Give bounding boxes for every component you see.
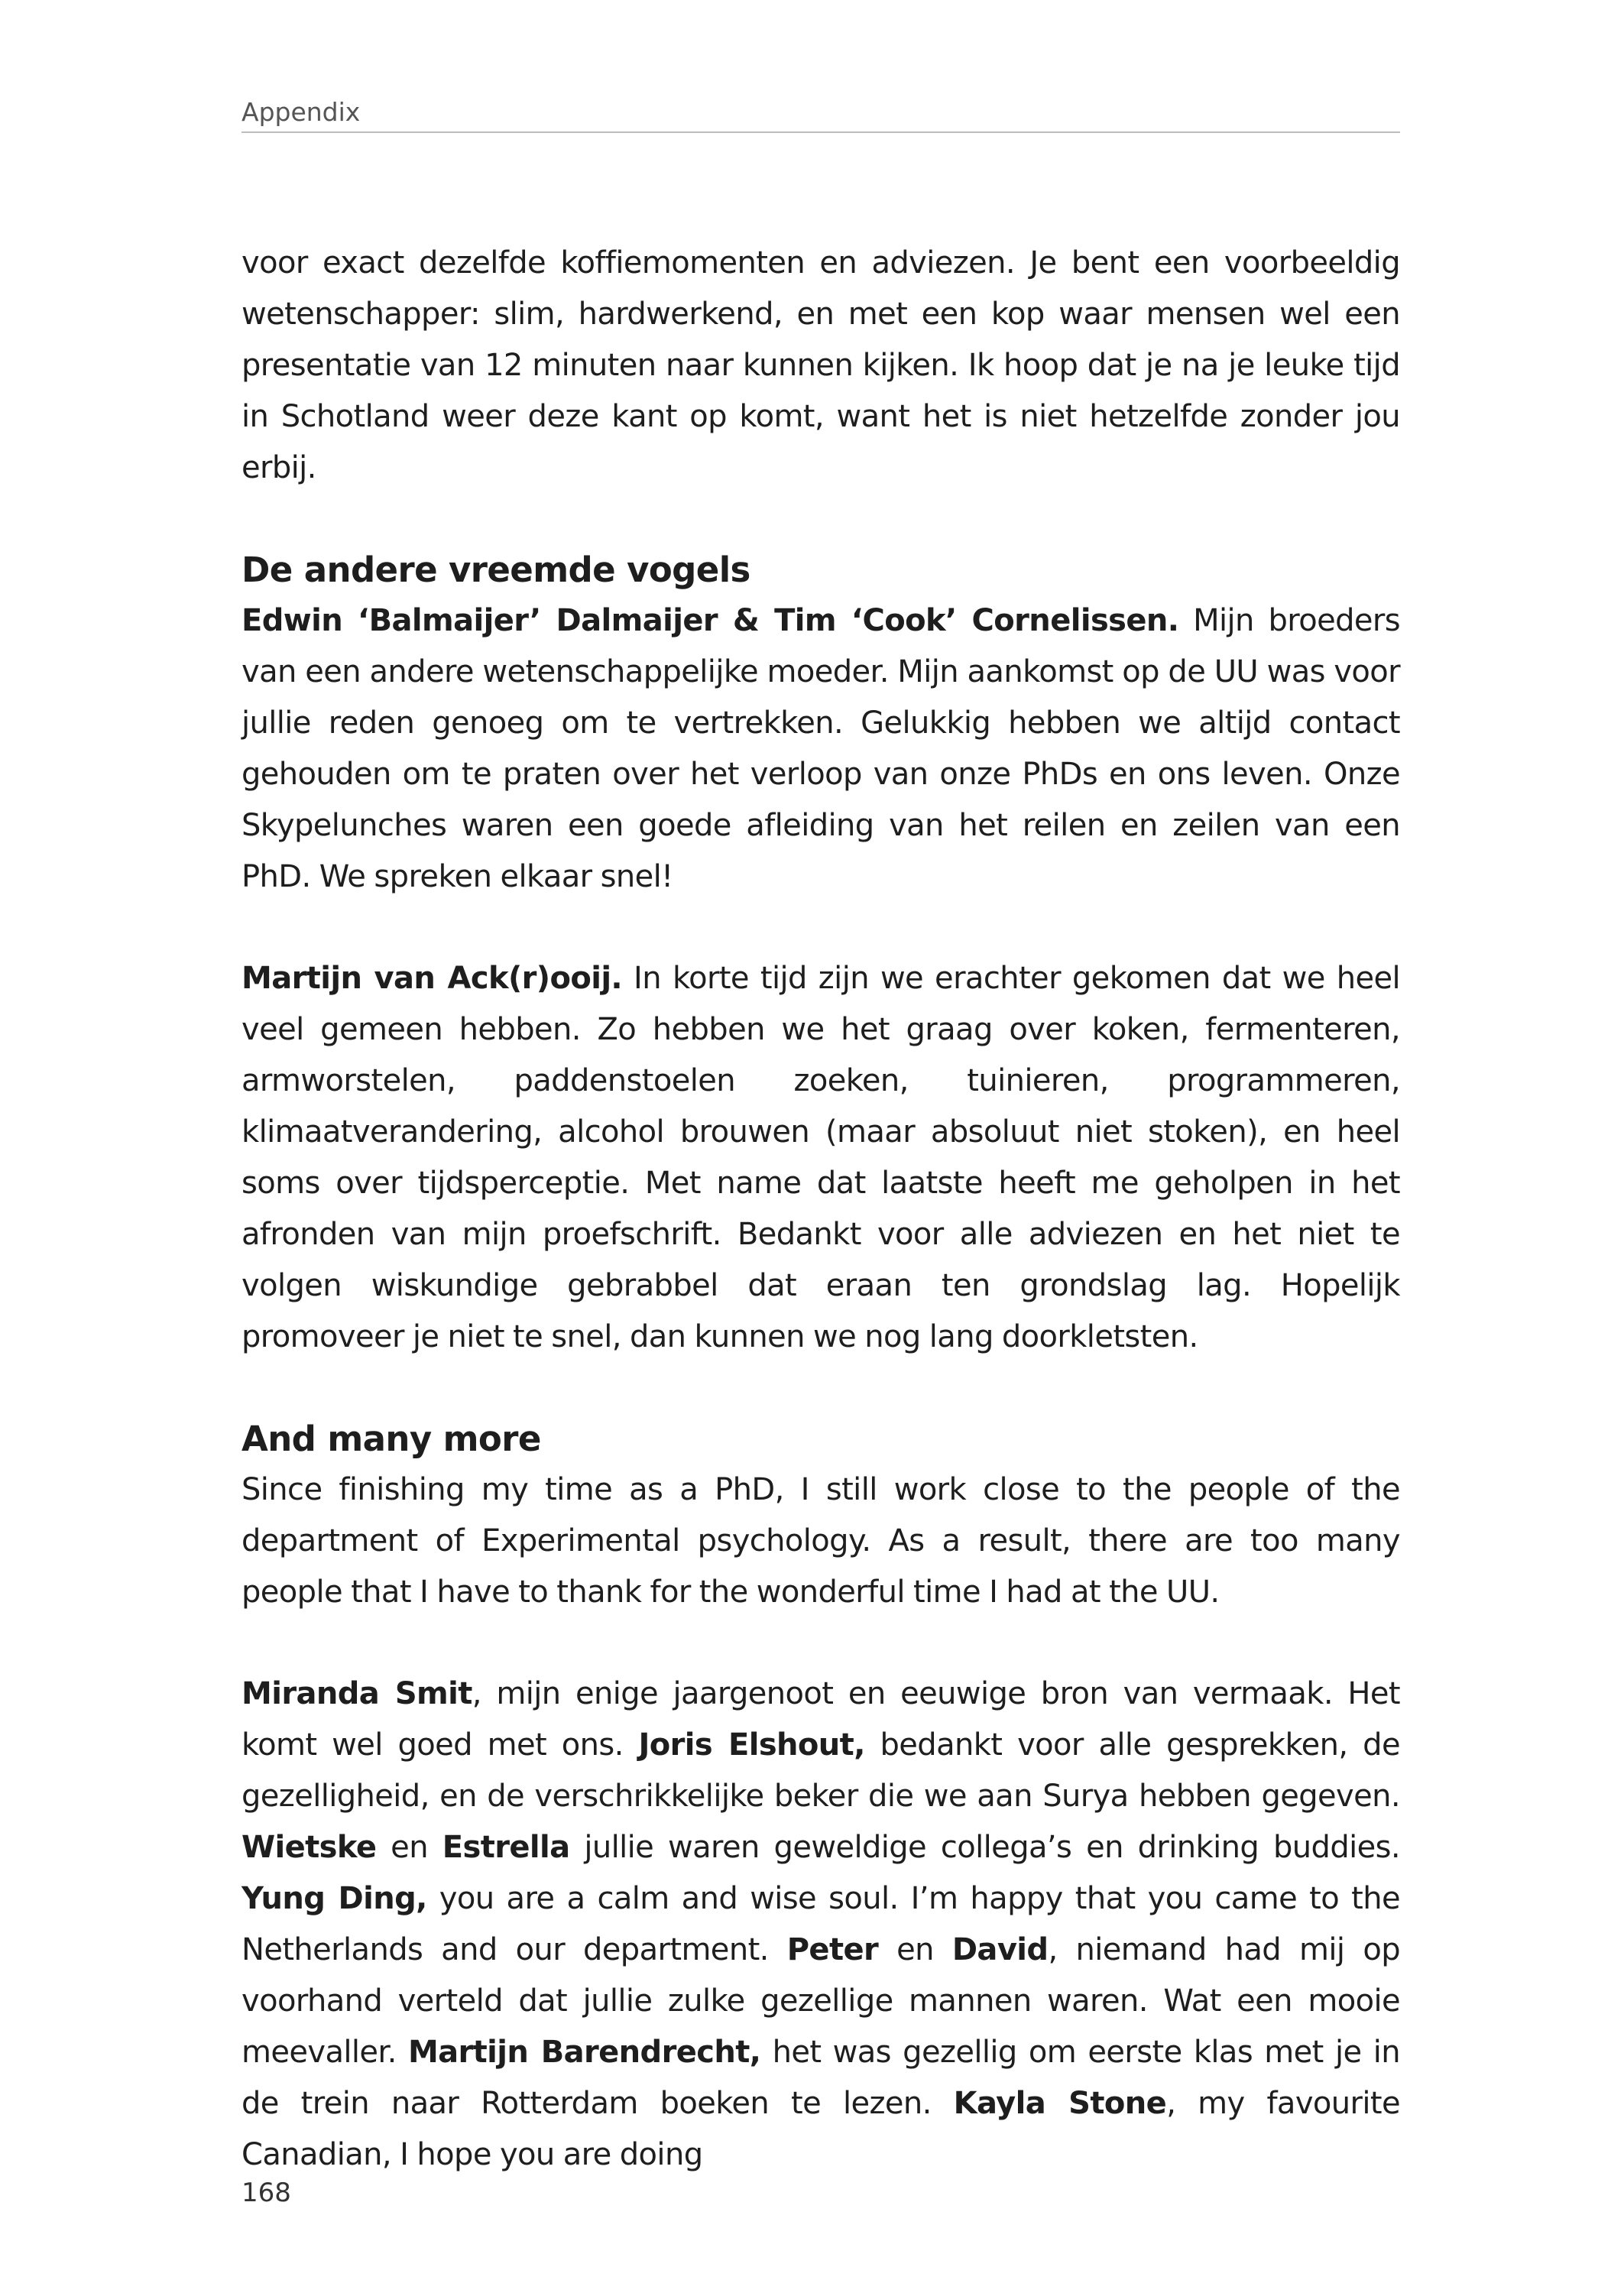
paragraph-text: en (376, 1830, 442, 1865)
paragraph-text: you are a calm and wise soul. I’m happy that you came to the Netherlands and our department. (241, 1881, 1400, 1967)
section-andere-vreemde-vogels (241, 544, 1400, 1363)
page-body (241, 238, 1400, 2181)
paragraph-intro-many-more: Since finishing my time as a PhD, I still work close to the people of the department of Experimental psychology. As a result, there are too many people that I have to thank for the wonderful time I had at the UU. (241, 1472, 1400, 1610)
paragraph-text: , my favourite Canadian, I hope you are doing (241, 2086, 1400, 2172)
person-name: Kayla Stone (953, 2086, 1167, 2121)
paragraph-text: bedankt voor alle gesprekken, de gezelligheid, en de verschrikkelijke beker die we aan Surya hebben gegeven. (241, 1727, 1400, 1814)
person-name: Miranda Smit (241, 1676, 472, 1711)
section-heading: De andere vreemde vogels (241, 550, 750, 590)
paragraph-text: In korte tijd zijn we erachter gekomen dat we heel veel gemeen hebben. Zo hebben we het graag over koken, fermenteren, armworstelen, paddenstoelen zoeken, tuinieren, programmeren, klimaatverandering, alcohol brouwen (maar absoluut niet stoken), en heel soms over tijdsperceptie. Met name dat laatste heeft me geholpen in het afronden van mijn proefschrift. Bedankt voor alle adviezen en het niet te volgen wiskundige gebrabbel dat eraan ten grondslag lag. Hopelijk promoveer je niet te snel, dan kunnen we nog lang doorkletsten. (241, 961, 1400, 1354)
paragraph-text: , mijn enige jaargenoot en eeuwige bron van vermaak. Het komt wel goed met ons. (241, 1676, 1400, 1763)
person-name: Martijn Barendrecht, (407, 2035, 761, 2070)
paragraph-text: Mijn broeders van een andere wetenschappelijke moeder. Mijn aankomst op de UU was voor jullie reden genoeg om te vertrekken. Gelukkig hebben we altijd contact gehouden om te praten over het verloop van onze PhDs en ons leven. Onze Skypelunches waren een goede afleiding van het reilen en zeilen van een PhD. We spreken elkaar snel! (241, 603, 1400, 894)
page-number: 168 (241, 2178, 291, 2208)
paragraph-martijn (241, 953, 1400, 1363)
paragraph-text: , niemand had mij op voorhand verteld dat jullie zulke gezellige mannen waren. Wat een mooie meevaller. (241, 1932, 1400, 2070)
person-name: David (951, 1932, 1049, 1967)
person-name: Yung Ding, (241, 1881, 427, 1916)
person-name: Wietske (241, 1830, 377, 1865)
paragraph-colleagues (241, 1669, 1400, 2181)
person-name: Estrella (442, 1830, 570, 1865)
person-name: Joris Elshout, (638, 1727, 865, 1763)
paragraph-text: het was gezellig om eerste klas met je in de trein naar Rotterdam boeken te lezen. (241, 2035, 1401, 2121)
paragraph-edwin-tim (241, 595, 1400, 903)
section-and-many-more (241, 1413, 1400, 2181)
section-heading: And many more (241, 1419, 541, 1459)
person-name: Edwin ‘Balmaijer’ Dalmaijer & Tim ‘Cook’ Cornelissen. (241, 603, 1179, 638)
person-name: Martijn van Ack(r)ooij. (241, 961, 623, 996)
paragraph-text: jullie waren geweldige collega’s en drinking buddies. (569, 1830, 1400, 1865)
running-head: Appendix (241, 95, 1400, 133)
paragraph-text: en (878, 1932, 952, 1967)
intro-paragraph: voor exact dezelfde koffiemomenten en adviezen. Je bent een voorbeeldig wetenschapper: slim, hardwerkend, en met een kop waar mensen wel een presentatie van 12 minuten naar kunnen kijken. Ik hoop dat je na je leuke tijd in Schotland weer deze kant op komt, want het is niet hetzelfde zonder jou erbij. (241, 245, 1400, 485)
person-name: Peter (786, 1932, 879, 1967)
